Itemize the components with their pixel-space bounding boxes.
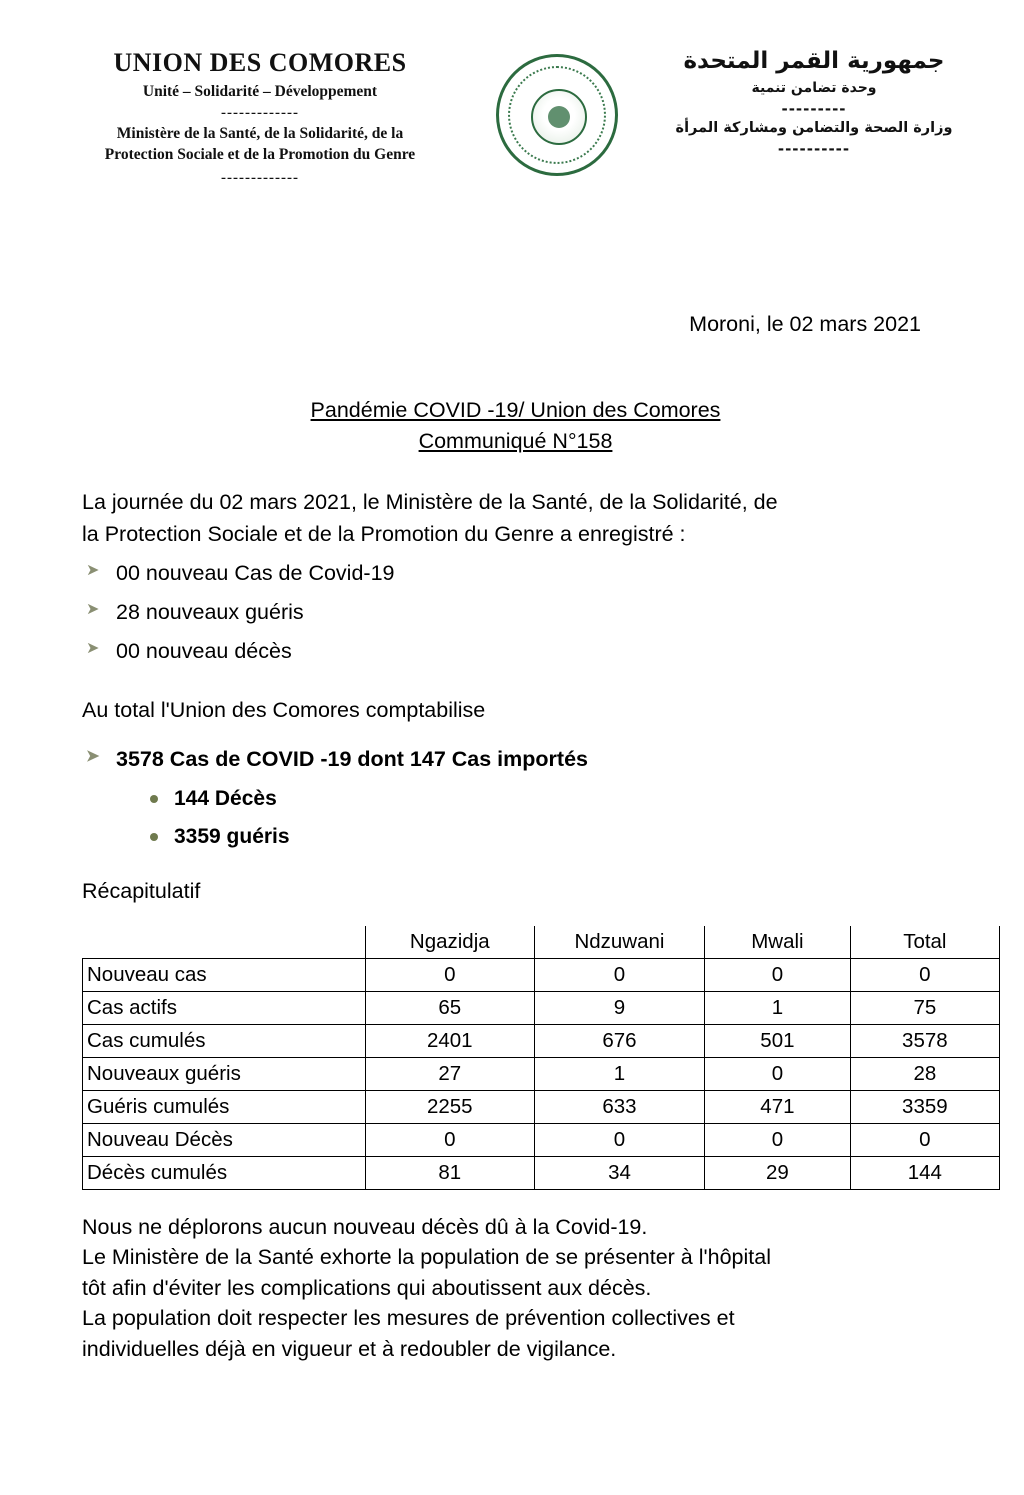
cell-total: 3578 (850, 1024, 999, 1057)
country-name-fr: UNION DES COMORES (113, 48, 407, 77)
ministry-name-ar: وزارة الصحة والتضامن ومشاركة المرأة (675, 120, 953, 136)
closing-paragraph (82, 1212, 949, 1365)
table-row (83, 1024, 1000, 1057)
list-item: 144 Décès (144, 784, 949, 814)
cell-mwali: 29 (705, 1156, 851, 1189)
document-header (0, 0, 1024, 189)
list-item: 3359 guéris (144, 822, 949, 852)
cell-mwali: 471 (705, 1090, 851, 1123)
document-body (0, 309, 1024, 1364)
recap-label: Récapitulatif (82, 879, 201, 904)
row-label: Nouveaux guéris (83, 1057, 366, 1090)
list-item: ➤ 00 nouveau Cas de Covid-19 (82, 558, 949, 589)
table-header-mwali: Mwali (705, 926, 851, 959)
cell-total: 28 (850, 1057, 999, 1090)
country-name-ar: جمهورية القمر المتحدة (683, 48, 945, 74)
table-row (83, 958, 1000, 991)
cell-ndzuwani: 0 (534, 958, 704, 991)
cumulative-main-list (82, 744, 949, 775)
cell-ngazidja: 81 (365, 1156, 534, 1189)
cell-ndzuwani: 0 (534, 1123, 704, 1156)
table-header-total: Total (850, 926, 999, 959)
cell-mwali: 1 (705, 991, 851, 1024)
national-motto-ar: وحدة تضامن تنمية (751, 80, 877, 96)
coat-of-arms-core-icon (531, 89, 587, 145)
cell-ngazidja: 27 (365, 1057, 534, 1090)
table-row (83, 1057, 1000, 1090)
row-label: Cas cumulés (83, 1024, 366, 1057)
national-motto-fr: Unité – Solidarité – Développement (142, 83, 378, 100)
cell-ngazidja: 65 (365, 991, 534, 1024)
recap-table (82, 926, 1000, 1190)
header-separator-ar-2: ---------- (777, 140, 851, 158)
cell-ndzuwani: 633 (534, 1090, 704, 1123)
header-separator-2: ------------- (221, 169, 299, 186)
cell-total: 3359 (850, 1090, 999, 1123)
table-row (83, 991, 1000, 1024)
cell-ngazidja: 2401 (365, 1024, 534, 1057)
cell-total: 144 (850, 1156, 999, 1189)
intro-line-1: La journée du 02 mars 2021, le Ministère de la Santé, de la Solidarité, de (82, 490, 778, 515)
table-header-row (83, 926, 1000, 959)
closing-line-2: Le Ministère de la Santé exhorte la population de se présenter à l'hôpital (82, 1245, 771, 1270)
table-row (83, 1156, 1000, 1189)
cell-ndzuwani: 1 (534, 1057, 704, 1090)
cell-ndzuwani: 676 (534, 1024, 704, 1057)
cell-ngazidja: 0 (365, 1123, 534, 1156)
list-item: ➤ 28 nouveaux guéris (82, 597, 949, 628)
coat-of-arms-icon (496, 54, 618, 176)
table-corner-cell (83, 926, 366, 959)
intro-paragraph (82, 487, 949, 549)
row-label: Décès cumulés (83, 1156, 366, 1189)
header-separator-1: ------------- (221, 105, 299, 121)
table-row (83, 1090, 1000, 1123)
table-row (83, 1123, 1000, 1156)
closing-line-1: Nous ne déplorons aucun nouveau décès dû à la Covid-19. (82, 1214, 648, 1239)
row-label: Guéris cumulés (83, 1090, 366, 1123)
row-label: Nouveau cas (83, 958, 366, 991)
intro-line-2: la Protection Sociale et de la Promotion du Genre a enregistré : (82, 521, 686, 546)
row-label: Cas actifs (83, 991, 366, 1024)
cell-mwali: 501 (705, 1024, 851, 1057)
cell-ndzuwani: 34 (534, 1156, 704, 1189)
closing-line-4: La population doit respecter les mesures de prévention collectives et (82, 1306, 735, 1331)
cumulative-sub-list (82, 784, 949, 853)
ministry-name-line1: Ministère de la Santé, de la Solidarité, de la (116, 125, 404, 142)
title-line-1: Pandémie COVID -19/ Union des Comores (310, 398, 721, 423)
cell-ngazidja: 0 (365, 958, 534, 991)
place-and-date: Moroni, le 02 mars 2021 (689, 311, 921, 336)
cell-mwali: 0 (705, 1123, 851, 1156)
cell-total: 0 (850, 1123, 999, 1156)
ministry-name-line2: Protection Sociale et de la Promotion du Genre (104, 145, 416, 163)
cell-ndzuwani: 9 (534, 991, 704, 1024)
table-header-ndzuwani: Ndzuwani (534, 926, 704, 959)
title-line-2: Communiqué N°158 (418, 429, 613, 454)
cell-mwali: 0 (705, 958, 851, 991)
daily-figures-list (82, 558, 949, 668)
header-right-block (634, 48, 994, 160)
cell-total: 0 (850, 958, 999, 991)
list-item: ➤ 3578 Cas de COVID -19 dont 147 Cas importés (82, 744, 949, 775)
cell-total: 75 (850, 991, 999, 1024)
cell-mwali: 0 (705, 1057, 851, 1090)
closing-line-5: individuelles déjà en vigueur et à redoubler de vigilance. (82, 1336, 617, 1361)
list-item: ➤ 00 nouveau décès (82, 636, 949, 667)
closing-line-3: tôt afin d'éviter les complications qui aboutissent aux décès. (82, 1275, 652, 1300)
cell-ngazidja: 2255 (365, 1090, 534, 1123)
row-label: Nouveau Décès (83, 1123, 366, 1156)
cumulative-intro: Au total l'Union des Comores comptabilise (82, 698, 486, 723)
header-separator-ar-1: --------- (781, 100, 847, 118)
emblem-container (487, 48, 627, 176)
header-left-block (40, 48, 480, 189)
document-title (82, 395, 949, 457)
table-header-ngazidja: Ngazidja (365, 926, 534, 959)
